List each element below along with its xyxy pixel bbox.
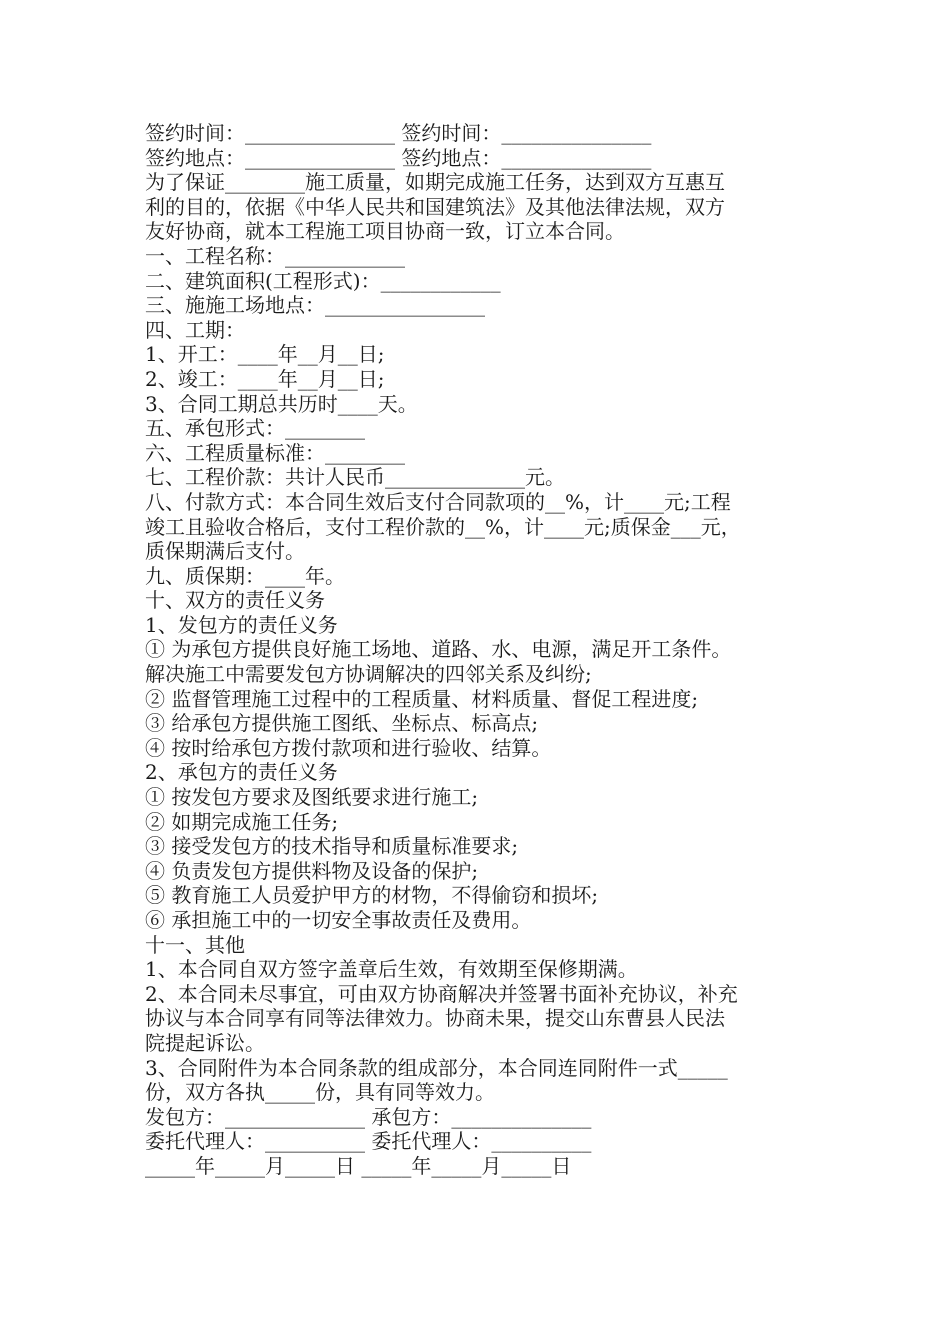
duration-start-date: 1、开工：____年__月__日;	[145, 342, 385, 367]
employer-obligation-1: ① 为承包方提供良好施工场地、道路、水、电源，满足开工条件。	[145, 637, 732, 662]
other-item-1: 1、本合同自双方签字盖章后生效，有效期至保修期满。	[145, 957, 638, 982]
employer-obligation-2: ② 监督管理施工过程中的工程质量、材料质量、督促工程进度;	[145, 686, 699, 711]
preamble-line-3: 友好协商，就本工程施工项目协商一致，订立本合同。	[145, 219, 625, 244]
clause-payment-line-3: 质保期满后支付。	[145, 539, 305, 564]
clause-duration-heading: 四、工期：	[145, 317, 245, 342]
employer-obligation-1-cont: 解决施工中需要发包方协调解决的四邻关系及纠纷;	[145, 662, 592, 687]
clause-payment-line-1: 八、付款方式：本合同生效后支付合同款项的__%，计____元;工程	[145, 489, 731, 514]
clause-site-location: 三、施施工场地点：________________	[145, 293, 485, 318]
employer-obligations-heading: 1、发包方的责任义务	[145, 612, 338, 637]
other-item-2-line-1: 2、本合同未尽事宜，可由双方协商解决并签署书面补充协议，补充	[145, 981, 738, 1006]
other-item-3-line-2: 份，双方各执_____份，具有同等效力。	[145, 1080, 495, 1105]
clause-payment-line-2: 竣工且验收合格后，支付工程价款的__%，计____元;质保金___元，	[145, 514, 741, 539]
clause-building-area: 二、建筑面积(工程形式)：____________	[145, 268, 501, 293]
contractor-obligation-2: ② 如期完成施工任务;	[145, 809, 339, 834]
clause-obligations-heading: 十、双方的责任义务	[145, 588, 325, 613]
clause-warranty-period: 九、质保期：____年。	[145, 563, 345, 588]
clause-contract-price: 七、工程价款：共计人民币______________元。	[145, 465, 565, 490]
clause-project-name: 一、工程名称：____________	[145, 243, 405, 268]
clause-contract-form: 五、承包形式：________	[145, 416, 365, 441]
contractor-obligation-5: ⑤ 教育施工人员爱护甲方的材物，不得偷窃和损坏;	[145, 883, 599, 908]
signature-dates-line: _____年_____月_____日 _____年_____月_____日	[145, 1153, 572, 1178]
preamble-line-1: 为了保证________施工质量，如期完成施工任务，达到双方互惠互	[145, 170, 725, 195]
signing-time-line: 签约时间：_______________ 签约时间：_______________	[145, 121, 652, 145]
other-item-2-line-2: 协议与本合同享有同等法律效力。协商未果，提交山东曹县人民法	[145, 1006, 725, 1031]
other-item-3-line-1: 3、合同附件为本合同条款的组成部分，本合同连同附件一式_____	[145, 1055, 728, 1080]
contractor-obligation-1: ① 按发包方要求及图纸要求进行施工;	[145, 785, 479, 810]
contractor-obligation-3: ③ 接受发包方的技术指导和质量标准要求;	[145, 834, 519, 859]
duration-completion-date: 2、竣工：____年__月__日;	[145, 366, 385, 391]
signing-place-line: 签约地点：_______________ 签约地点：_______________	[145, 145, 652, 170]
clause-other-heading: 十一、其他	[145, 932, 245, 957]
other-item-2-line-3: 院提起诉讼。	[145, 1030, 265, 1055]
duration-total-days: 3、合同工期总共历时____天。	[145, 391, 418, 416]
contract-document	[145, 121, 810, 1179]
employer-obligation-4: ④ 按时给承包方拨付款项和进行验收、结算。	[145, 735, 552, 760]
clause-quality-standard: 六、工程质量标准：________	[145, 440, 405, 465]
preamble-line-2: 利的目的，依据《中华人民共和国建筑法》及其他法律法规，双方	[145, 194, 725, 219]
contractor-obligation-4: ④ 负责发包方提供料物及设备的保护;	[145, 858, 479, 883]
signature-parties-line: 发包方：______________ 承包方：______________	[145, 1104, 592, 1129]
contractor-obligation-6: ⑥ 承担施工中的一切安全事故责任及费用。	[145, 908, 532, 932]
contractor-obligations-heading: 2、承包方的责任义务	[145, 760, 338, 785]
signature-agents-line: 委托代理人：__________ 委托代理人：__________	[145, 1129, 592, 1154]
employer-obligation-3: ③ 给承包方提供施工图纸、坐标点、标高点;	[145, 711, 539, 736]
